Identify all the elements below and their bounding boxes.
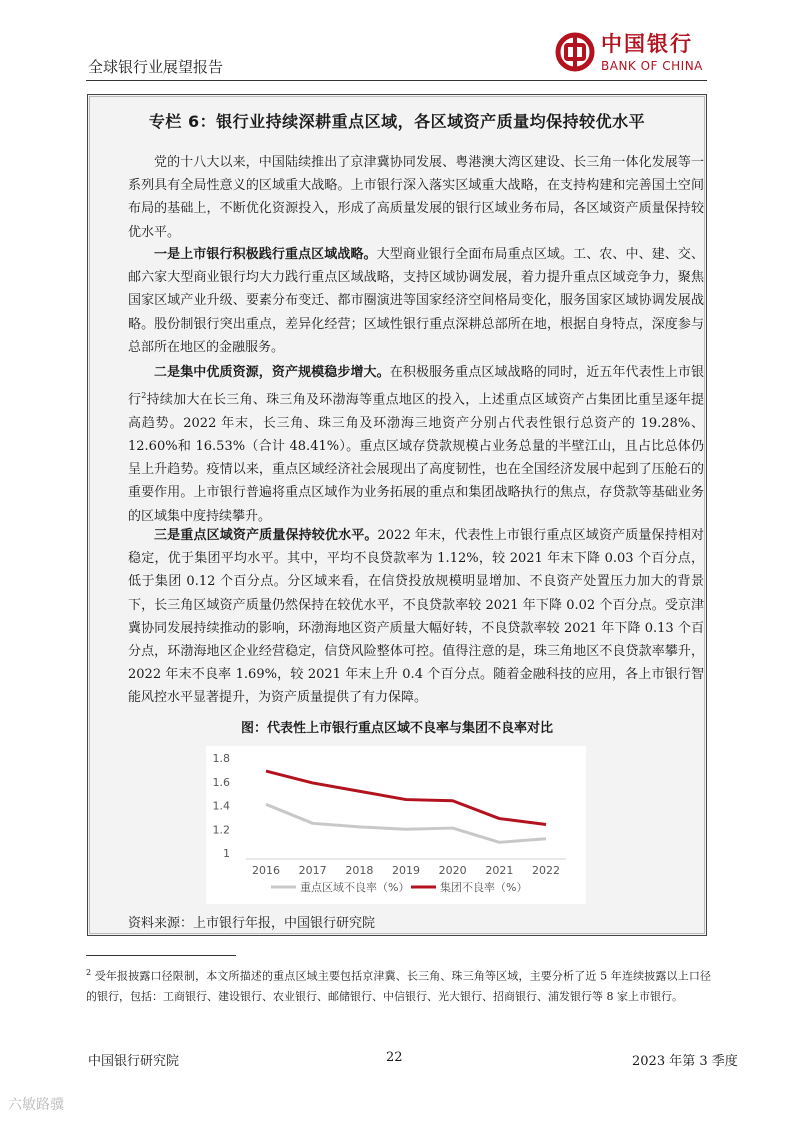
figure-title: 图：代表性上市银行重点区域不良率与集团不良率对比 bbox=[240, 721, 553, 736]
point-one-heading: 一是上市银行积极践行重点区域战略。 bbox=[154, 247, 377, 262]
footer-quarter: 2023 年第 3 季度 bbox=[632, 1054, 738, 1069]
point-one-paragraph bbox=[128, 243, 704, 359]
header-divider bbox=[86, 80, 707, 81]
x-tick-label-2018: 2018 bbox=[345, 864, 374, 877]
series-line-region bbox=[266, 804, 546, 842]
data-source: 资料来源：上市银行年报，中国银行研究院 bbox=[128, 916, 376, 931]
x-axis-ticks bbox=[252, 864, 560, 877]
boc-emblem-icon bbox=[555, 32, 595, 72]
column-title: 专栏 6：银行业持续深耕重点区域，各区域资产质量均保持较优水平 bbox=[148, 112, 646, 131]
report-title: 全球银行业展望报告 bbox=[88, 58, 224, 76]
x-tick-label-2017: 2017 bbox=[298, 864, 327, 877]
footnote-number: 2 bbox=[86, 968, 92, 977]
watermark: 六敏路骥 bbox=[8, 1097, 64, 1113]
intro-paragraph bbox=[128, 151, 704, 244]
point-three-heading: 三是重点区域资产质量保持较优水平。 bbox=[154, 528, 378, 543]
y-tick-label-4: 1.8 bbox=[212, 752, 230, 765]
chart-svg bbox=[206, 746, 586, 904]
y-axis-ticks bbox=[213, 752, 231, 860]
legend-label-region: 重点区域不良率（%） bbox=[300, 881, 410, 894]
point-three-text: 2022 年末，代表性上市银行重点区域资产质量保持相对稳定，优于集团平均水平。其中，平均不良贷款率为 1.12%，较 2021 年末下降 0.03 个百分点，低于集团 0.12 个百分点。分区域来看，在信贷投放规模明显增加、不良资产处置压力加大的背景下，长三角区域资产质量仍然保持在较优水平，不良贷款率较 2021 年下降 0.02 个百分点。受京津冀协同发展持续推动的影响，环渤海地区资产质量大幅好转，不良贷款率较 2021 年下降 0.13 个百分点，环渤海地区企业经营稳定，信贷风险整体可控。值得注意的是，珠三角地区不良贷款率攀升，2022 年末不良率 1.69%，较 2021 年末上升 0.4 个百分点。随着金融科技的应用，各上市银行智能风控水平显著提升，为资产质量提供了有力保障。 bbox=[128, 528, 704, 706]
footnote-divider bbox=[86, 955, 236, 956]
bank-logo bbox=[555, 28, 715, 80]
y-tick-label-0: 1 bbox=[223, 847, 230, 860]
x-tick-label-2020: 2020 bbox=[438, 864, 467, 877]
point-two-text-a: 在积极服务重点区域战略的同时，近五年代表性上市银行 bbox=[128, 365, 704, 408]
x-tick-label-2016: 2016 bbox=[252, 864, 280, 877]
logo-english-name: BANK OF CHINA bbox=[601, 59, 703, 73]
point-two-text-b: 持续加大在长三角、珠三角及环渤海等重点地区的投入，上述重点区域资产占集团比重呈逐年提高趋势。2022 年末，长三角、珠三角及环渤海三地资产分别占代表性银行总资产的 19.28%、12.60%和 16.53%（合计 48.41%）。重点区域存贷款规模占业务总量的半壁江山，且占比总体仍呈上升趋势。疫情以来，重点区域经济社会展现出了高度韧性，也在全国经济发展中起到了压舱石的重要作用。上市银行普遍将重点区域作为业务拓展的重点和集团战略执行的焦点，存贷款等基础业务的区域集中度持续攀升。 bbox=[128, 392, 704, 524]
point-two-paragraph bbox=[128, 361, 704, 528]
series-lines bbox=[266, 771, 546, 842]
series-line-group bbox=[266, 771, 546, 824]
logo-chinese-name: 中国银行 bbox=[601, 31, 693, 56]
x-tick-label-2022: 2022 bbox=[532, 864, 560, 877]
legend-label-group: 集团不良率（%） bbox=[440, 881, 528, 894]
chart-legend bbox=[271, 880, 527, 894]
footer-institute: 中国银行研究院 bbox=[88, 1054, 180, 1069]
x-tick-label-2021: 2021 bbox=[485, 864, 514, 877]
point-two-heading: 二是集中优质资源，资产规模稳步增大。 bbox=[154, 365, 390, 380]
point-three-paragraph bbox=[128, 524, 704, 710]
column-box bbox=[87, 94, 707, 936]
footnote-text: 受年报披露口径限制，本文所描述的重点区域主要包括京津冀、长三角、珠三角等区域，主要分析了近 5 年连续披露以上口径的银行，包括：工商银行、建设银行、农业银行、邮储银行、中信银行、光大银行、招商银行、浦发银行等 8 家上市银行。 bbox=[86, 969, 711, 1003]
x-tick-label-2019: 2019 bbox=[392, 864, 420, 877]
npl-line-chart bbox=[206, 746, 586, 904]
intro-text: 党的十八大以来，中国陆续推出了京津冀协同发展、粤港澳大湾区建设、长三角一体化发展等一系列具有全局性意义的区域重大战略。上市银行深入落实区域重大战略，在支持构建和完善国土空间布局的基础上，不断优化资源投入，形成了高质量发展的银行区域业务布局，各区域资产质量保持较优水平。 bbox=[128, 155, 704, 240]
footnote bbox=[86, 963, 711, 1007]
footnote-reference: 2 bbox=[141, 391, 147, 401]
y-tick-label-2: 1.4 bbox=[212, 799, 230, 813]
point-one-text: 大型商业银行全面布局重点区域。工、农、中、建、交、邮六家大型商业银行均大力践行重点区域战略，支持区域协调发展，着力提升重点区域竞争力，聚焦国家区域产业升级、要素分布变迁、都市圈演进等国家经济空间格局变化，服务国家区域协调发展战略。股份制银行突出重点，差异化经营；区域性银行重点深耕总部所在地，根据自身特点，深度参与总部所在地区的金融服务。 bbox=[128, 247, 704, 355]
y-tick-label-3: 1.6 bbox=[212, 775, 230, 789]
page-number: 22 bbox=[386, 1050, 403, 1065]
y-tick-label-1: 1.2 bbox=[212, 823, 230, 837]
